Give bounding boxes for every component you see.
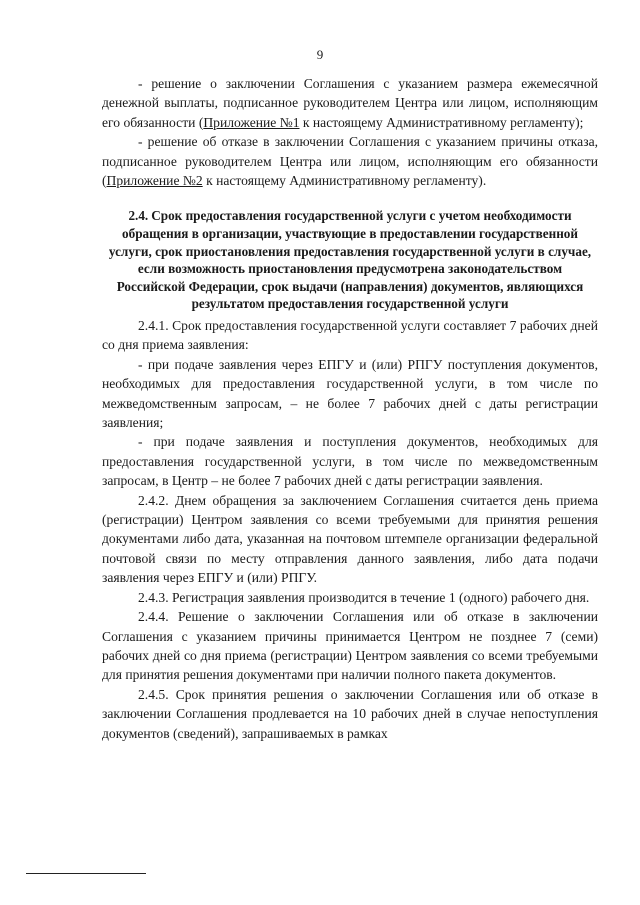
list-item-text: - решение о заключении Соглашения с указанием размера ежемесячной денежной выплаты, подписанное руководителем Центра или лицом, исполняющим его обязанности (: [102, 76, 598, 130]
list-item-text: - решение об отказе в заключении Соглашения с указанием причины отказа, подписанное руководителем Центра или лицом, исполняющим его обязанности (: [102, 134, 598, 189]
appendix-2-link[interactable]: Приложение №2: [106, 173, 203, 189]
list-item-approval-decision: [102, 74, 598, 132]
paragraph-2-4-3: 2.4.3. Регистрация заявления производится в течение 1 (одного) рабочего дня.: [138, 589, 590, 605]
list-item-center: - при подаче заявления и поступления документов, необходимых для предоставления государственной услуги, в том числе по межведомственным запросам, в Центр – не более 7 рабочих дней с даты регистрации заявления.: [102, 434, 598, 489]
footnote-separator: [26, 873, 146, 874]
paragraph-2-4-5: 2.4.5. Срок принятия решения о заключении Соглашения или об отказе в заключении Соглашения продлевается на 10 рабочих дней в случае непоступления документов (сведений), запрашиваемых в рамках: [102, 686, 598, 741]
section-heading: [102, 207, 598, 313]
list-item-text: к настоящему Административному регламенту);: [299, 114, 584, 130]
list-item-refusal-decision: [102, 132, 598, 190]
paragraph-2-4-4: 2.4.4. Решение о заключении Соглашения или об отказе в заключении Соглашения с указанием причины принимается Центром не позднее 7 (семи) рабочих дней со дня приема (регистрации) Центром заявления со всеми требуемыми для принятия решения документами при наличии полного пакета документов.: [102, 609, 598, 683]
appendix-1-link[interactable]: Приложение №1: [203, 114, 300, 130]
list-item-epgu: - при подаче заявления через ЕПГУ и (или) РПГУ поступления документов, необходимых для предоставления государственной услуги, в том числе по межведомственным запросам, – не более 7 рабочих дней с даты регистрации заявления;: [102, 356, 598, 431]
page-number: 9: [316, 47, 324, 62]
section-title: Срок предоставления государственной услуги с учетом необходимости обращения в организации, участвующие в предоставлении государственной услуги, срок приостановления предоставления государственной услуги в случае, если возможность приостановления предусмотрена законодательством Российской Федерации, срок выдачи (направления) документов, являющихся результатом предоставления государственной услуги: [108, 208, 592, 312]
paragraph-2-4-2: 2.4.2. Днем обращения за заключением Соглашения считается день приема (регистрации) Центром заявления со всеми требуемыми для принятия решения документами либо дата, указанная на почтовом штемпеле организации федеральной почтовой связи по месту отправления данного заявления, либо дата подачи заявления через ЕПГУ и (или) РПГУ.: [102, 492, 598, 586]
document-body: [102, 74, 598, 743]
paragraph-2-4-1: 2.4.1. Срок предоставления государственной услуги составляет 7 рабочих дней со дня приема заявления:: [102, 318, 598, 353]
list-item-text: к настоящему Административному регламенту).: [202, 173, 487, 189]
section-number: 2.4.: [128, 208, 149, 224]
